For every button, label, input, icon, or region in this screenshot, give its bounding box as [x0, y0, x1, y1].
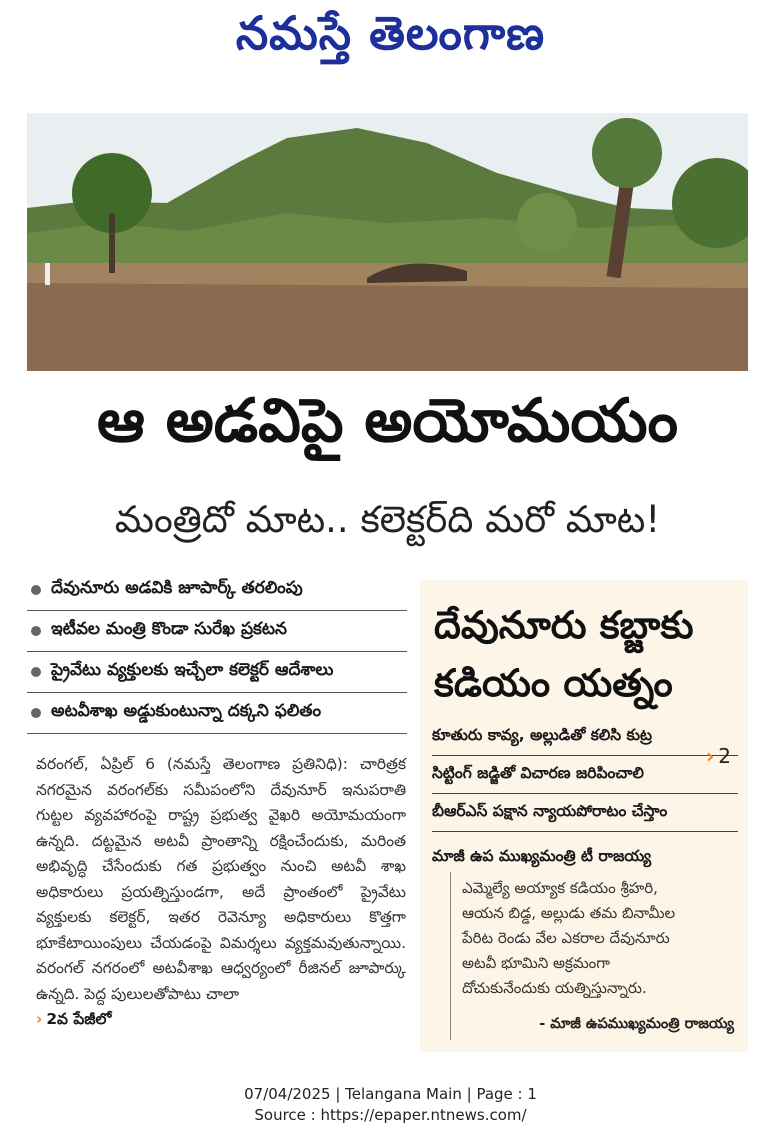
continued-link[interactable]	[36, 1010, 111, 1028]
chevron-right-icon: ›	[706, 744, 715, 768]
quote-line: పేరిట రెండు వేల ఎకరాల దేవునూరు	[462, 929, 670, 947]
bullet-text: ఇటీవల మంత్రి కొండా సురేఖ ప్రకటన	[51, 619, 287, 639]
forest-hill-photo	[27, 113, 748, 371]
bullet-list	[27, 570, 407, 734]
sidebar-title	[434, 596, 734, 712]
bullet-item	[27, 693, 407, 734]
quote-line: దోచుకునేందుకు యత్నిస్తున్నారు.	[462, 979, 647, 997]
bullet-text: దేవునూరు అడవికి జూపార్క్‌ తరలింపు	[51, 578, 303, 598]
footer-date-page: 07/04/2025 | Telangana Main | Page : 1	[244, 1085, 537, 1103]
bullet-dot-icon	[31, 708, 41, 718]
quote-attribution: - మాజీ ఉపముఖ్యమంత్రి రాజయ్య	[539, 1016, 734, 1032]
sidebar-caption: మాజీ ఉప ముఖ్యమంత్రి టీ రాజయ్య	[432, 847, 652, 865]
footer	[0, 1084, 781, 1126]
footer-source[interactable]: Source : https://epaper.ntnews.com/	[254, 1106, 527, 1124]
bullet-text: ప్రైవేటు వ్యక్తులకు ఇచ్చేలా కలెక్టర్‌ ఆదేశాలు	[51, 660, 334, 680]
page-reference[interactable]	[706, 744, 731, 768]
quote-line: ఆయన బిడ్డ, అల్లుడు తమ బినామీల	[462, 904, 676, 922]
bullet-item	[27, 611, 407, 652]
masthead-logo: నమస్తే తెలంగాణ	[235, 6, 546, 60]
sidebar-lines	[432, 718, 738, 832]
sidebar-line: బీఆర్‌ఎస్‌ పక్షాన న్యాయపోరాటం చేస్తాం	[432, 794, 738, 832]
chevron-right-icon: ›	[36, 1010, 43, 1028]
subheadline: మంత్రిదో మాట.. కలెక్టర్‌ది మరో మాట!	[114, 498, 661, 541]
bullet-item	[27, 652, 407, 693]
quote-line: ఎమ్మెల్యే అయ్యాక కడియం శ్రీహరి,	[462, 879, 658, 897]
article-text: వరంగల్‌, ఏప్రిల్‌ 6 (నమస్తే తెలంగాణ ప్రతినిధి): చారిత్రక నగరమైన వరంగల్‌కు సమీపంలోని దేవునూర్‌ ఇనుపరాతి గుట్టల వ్యవహారంపై రాష్ట్ర ప్రభుత్వ వైఖరి అయోమయంగా ఉన్నది. దట్టమైన అటవీ ప్రాంతాన్ని రక్షించేందుకు, మరింత అభివృద్ధి చేసేందుకు గత ప్రభుత్వం నుంచి అటవీ శాఖ అధికారులు ప్రయత్నిస్తుండగా, అదే ప్రాంతంలో ప్రైవేటు వ్యక్తులకు కలెక్టర్‌, ఇతర రెవెన్యూ అధికారులు కొత్తగా భూకేటాయింపులు చేయడంపై విమర్శలు వ్యక్తమవుతున్నాయి. వరంగల్‌ నగరంలో అటవీశాఖ ఆధ్వర్యంలో రీజినల్‌ జూపార్కు ఉన్నది. పెద్ద పులులతోపాటు చాలా	[36, 755, 406, 1003]
bullet-dot-icon	[31, 667, 41, 677]
news-photo	[27, 113, 748, 371]
bullet-dot-icon	[31, 585, 41, 595]
bullet-item	[27, 570, 407, 611]
sidebar-title-line: దేవునూరు కబ్జాకు	[434, 603, 694, 647]
quote-line: అటవీ భూమిని అక్రమంగా	[462, 954, 611, 972]
sidebar-line: కూతురు కావ్య, అల్లుడితో కలిసి కుట్ర	[432, 718, 738, 756]
article-body	[36, 752, 406, 1033]
sidebar-title-line: కడియం యత్నం	[434, 661, 673, 705]
sidebar-line: సిట్టింగ్‌ జడ్జితో విచారణ జరిపించాలి	[432, 756, 738, 794]
quote-text	[462, 876, 738, 1001]
headline: ఆ అడవిపై అయోమయం	[97, 386, 678, 456]
bullet-dot-icon	[31, 626, 41, 636]
page-ref-number: 2	[718, 744, 731, 768]
continued-label: 2వ పేజీలో	[46, 1010, 112, 1028]
bullet-text: అటవీశాఖ అడ్డుకుంటున్నా దక్కని ఫలితం	[51, 701, 322, 721]
